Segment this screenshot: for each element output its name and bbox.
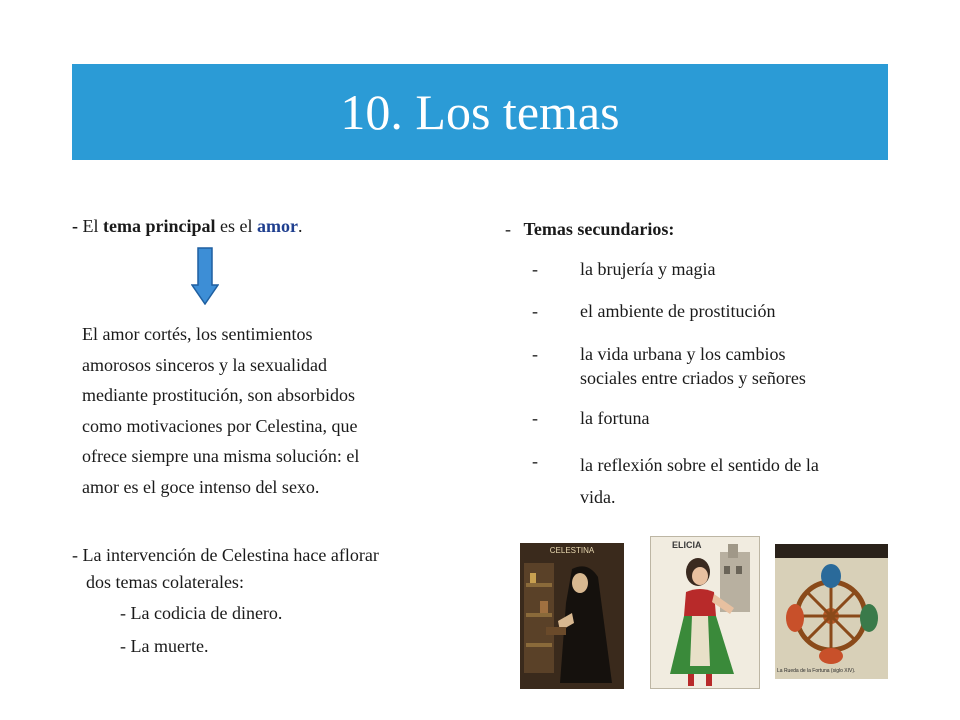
secondary-bullet: - [532, 301, 538, 321]
paragraph-line: como motivaciones por Celestina, que [82, 415, 358, 436]
paragraph-line: El amor cortés, los sentimientos [82, 324, 313, 344]
intervention-line-1: - La intervención de Celestina hace aflorar [72, 545, 379, 565]
elicia-illustration [650, 536, 760, 689]
secondary-bullet: - [532, 451, 538, 471]
secondary-heading: Temas secundarios: [523, 219, 675, 239]
main-theme-line [72, 216, 302, 236]
collateral-item-death: - La muerte. [120, 636, 209, 656]
secondary-item-text: sociales entre criados y señores [580, 368, 806, 388]
secondary-bullet: - [532, 344, 538, 364]
secondary-heading-line [505, 219, 674, 239]
secondary-bullet: - [532, 408, 538, 428]
main-theme-amor: amor [256, 216, 298, 236]
fortune-caption: La Rueda de la Fortuna (siglo XIV). [777, 668, 856, 674]
secondary-item-reflection [580, 449, 819, 513]
down-arrow-icon [191, 247, 219, 305]
wheel-of-fortune-illustration [775, 544, 888, 679]
secondary-item-text: la reflexión sobre el sentido de la [580, 455, 819, 475]
main-theme-prefix: El [82, 216, 99, 236]
paragraph-line: mediante prostitución, son absorbidos [82, 385, 355, 405]
slide-title: 10. Los temas [340, 84, 620, 140]
main-theme-middle: es el [220, 216, 253, 236]
secondary-item-text: vida. [580, 487, 616, 507]
secondary-item-fortune [580, 406, 649, 430]
main-theme-bold: tema principal [103, 216, 216, 236]
secondary-item-witchcraft [580, 257, 715, 281]
secondary-heading-dash: - [505, 219, 511, 239]
secondary-bullet: - [532, 259, 538, 279]
secondary-item-text: la vida urbana y los cambios [580, 344, 786, 364]
secondary-item-text: la fortuna [580, 408, 650, 428]
title-banner [72, 64, 888, 160]
celestina-illustration [520, 543, 624, 689]
collateral-item-greed: - La codicia de dinero. [120, 603, 283, 623]
paragraph-line: ofrece siempre una misma solución: el [82, 446, 360, 466]
secondary-item-text: la brujería y magia [580, 259, 716, 279]
celestina-caption: CELESTINA [549, 546, 595, 555]
elicia-caption: ELICIA [672, 540, 702, 550]
secondary-item-text: el ambiente de prostitución [580, 301, 776, 321]
main-theme-dash: - [72, 216, 78, 236]
intervention-line-2: dos temas colaterales: [86, 572, 244, 592]
paragraph-line: amor es el goce intenso del sexo. [82, 476, 320, 497]
love-paragraph [82, 319, 359, 502]
secondary-item-urban-life [580, 342, 806, 390]
secondary-item-prostitution [580, 299, 775, 323]
main-theme-suffix: . [297, 216, 303, 236]
paragraph-line: amorosos sinceros y la sexualidad [82, 354, 327, 375]
